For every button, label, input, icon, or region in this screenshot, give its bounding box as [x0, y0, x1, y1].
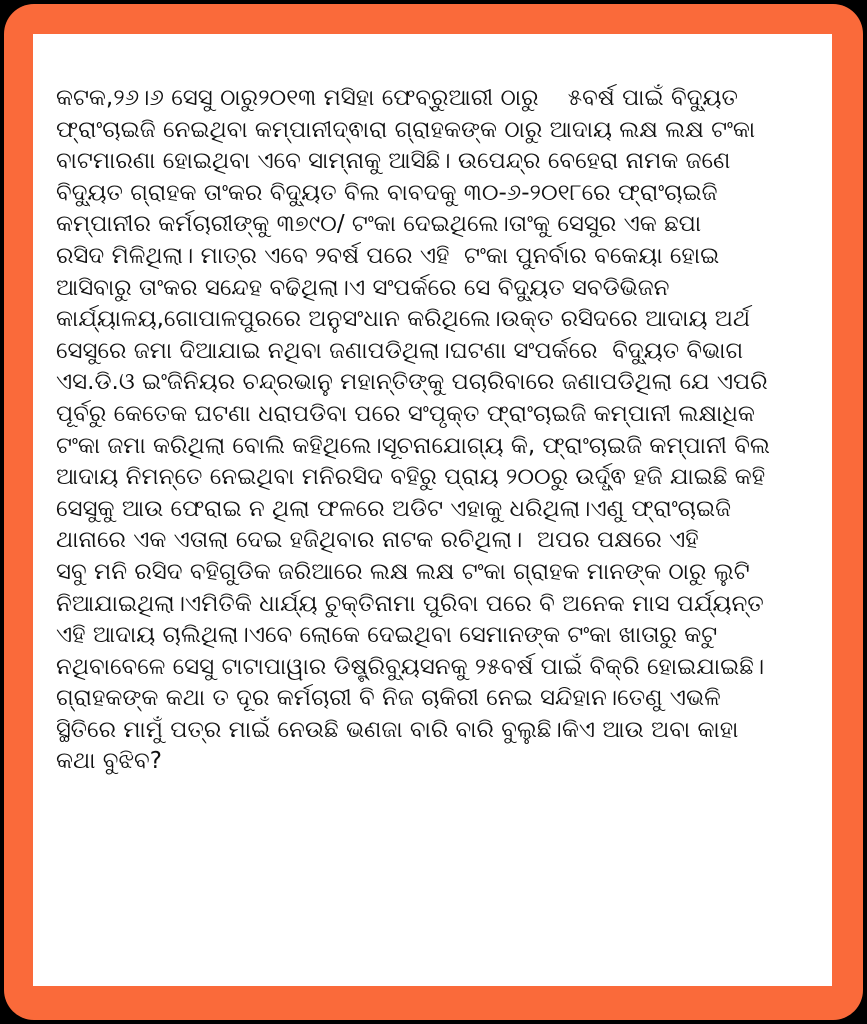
article-line-19: ନଥିବାବେଳେ ସେସୁ ଟାଟାପାୱାର ଡିଷ୍ଟ୍ରିବ୍ୟୁସନକୁ ୨୫ବର୍ଷ ପାଇଁ ବିକ୍ରି ହୋଇଯାଇଛି। [56, 653, 765, 680]
article-line-17: ନିଆଯାଇଥିଲା।ଏମିତିକି ଧାର୍ଯ୍ୟ ଚୁକ୍ତିନାମା ପୁରିବା ପରେ ବି ଅନେକ ମାସ ପର୍ଯ୍ୟନ୍ତ [56, 590, 764, 617]
article-line-12: ଟଂକା ଜମା କରିଥିଲା ବୋଲି କହିଥିଲେ।ସୂଚନାଯୋଗ୍ୟ କି, ଫ୍ରାଂଚାଇଜି କମ୍ପାନୀ ବିଲ [56, 432, 770, 459]
article-line-9: ସେସୁରେ ଜମା ଦିଆଯାଇ ନଥିବା ଜଣାପଡିଥିଲା।ଘଟଣା ସଂପର୍କରେ ବିଦ୍ୟୁତ ବିଭାଗ [56, 337, 744, 364]
article-text [56, 83, 826, 778]
article-line-3: ବାଟମାରଣା ହୋଇଥିବା ଏବେ ସାମ୍ନାକୁ ଆସିଛି। ଉପେନ୍ଦ୍ର ବେହେରା ନାମକ ଜଣେ [56, 148, 731, 175]
article-line-7: ଆସିବାରୁ ତାଂକର ସନ୍ଦେହ ବଢିଥିଲା।ଏ ସଂପର୍କରେ ସେ ବିଦ୍ୟୁତ ସବଡିଭିଜନ [56, 274, 670, 301]
article-line-13: ଆଦାୟ ନିମନ୍ତେ ନେଇଥିବା ମନିରସିଦ ବହିରୁ ପ୍ରାୟ ୨୦୦ରୁ ଉର୍ଦ୍ଧ୍ଵ ହଜି ଯାଇଛି କହି [56, 464, 766, 491]
article-line-8: କାର୍ଯ୍ୟାଳୟ,ଗୋପାଳପୁରରେ ଅନୁସଂଧାନ କରିଥିଲେ।ଉକ୍ତ ରସିଦରେ ଆଦାୟ ଅର୍ଥ [56, 306, 751, 333]
article-line-1: କଟକ,୨୬।୬ ସେସୁ ଠାରୁ୨୦୧୩ ମସିହା ଫେବ୍ରୁଆରୀ ଠାରୁ ୫ବର୍ଷ ପାଇଁ ବିଦ୍ୟୁତ [56, 85, 738, 111]
article-line-22: କଥା ବୁଝିବ? [56, 748, 162, 775]
article-line-11: ପୂର୍ବରୁ କେତେକ ଘଟଣା ଧରାପଡିବା ପରେ ସଂପୃକ୍ତ ଫ୍ରାଂଚାଇଜି କମ୍ପାନୀ ଲକ୍ଷାଧିକ [56, 400, 755, 427]
article-line-14: ସେସୁକୁ ଆଉ ଫେରାଇ ନ ଥିଲା ଫଳରେ ଅଡିଟ ଏହାକୁ ଧରିଥିଲା।ଏଣୁ ଫ୍ରାଂଚାଇଜି [56, 495, 732, 522]
article-line-15: ଥାନାରେ ଏକ ଏତାଲା ଦେଇ ହଜିଥିବାର ନାଟକ ରଚିଥିଲା। ଅପର ପକ୍ଷରେ ଏହି [56, 527, 699, 554]
article-line-5: କମ୍ପାନୀର କର୍ମଚାରୀଙ୍କୁ ୩୭୯୦/ ଟଂକା ଦେଇଥିଲେ।ତାଂକୁ ସେସୁର ଏକ ଛପା [56, 211, 702, 238]
article-line-16: ସବୁ ମନି ରସିଦ ବହିଗୁଡିକ ଜରିଆରେ ଲକ୍ଷ ଲକ୍ଷ ଟଂକା ଗ୍ରାହକ ମାନଙ୍କ ଠାରୁ ଲୁଟି [56, 558, 750, 585]
article-line-18: ଏହି ଆଦାୟ ଚାଲିଥିଲା।ଏବେ ଲୋକେ ଦେଇଥିବା ସେମାନଙ୍କ ଟଂକା ଖାତାରୁ କଟୁ [56, 622, 718, 649]
article-line-2: ଫ୍ରାଂଚାଇଜି ନେଇଥିବା କମ୍ପାନୀଦ୍ଵାରା ଗ୍ରାହକଙ୍କ ଠାରୁ ଆଦାୟ ଲକ୍ଷ ଲକ୍ଷ ଟଂକା [56, 116, 756, 143]
article-line-4: ବିଦ୍ୟୁତ ଗ୍ରାହକ ତାଂକର ବିଦ୍ୟୁତ ବିଲ ବାବଦକୁ ୩୦-୬-୨୦୧୮ରେ ଫ୍ରାଂଚାଇଜି [56, 179, 718, 206]
article-line-6: ରସିଦ ମିଳିଥିଲା। ମାତ୍ର ଏବେ ୨ବର୍ଷ ପରେ ଏହି ଟଂକା ପୁନର୍ବାର ବକେୟା ହୋଇ [56, 242, 720, 269]
article-line-20: ଗ୍ରାହକଙ୍କ କଥା ତ ଦୂର କର୍ମଚାରୀ ବି ନିଜ ଚାକିରୀ ନେଇ ସନ୍ଦିହାନ।ତେଣୁ ଏଭଳି [56, 685, 721, 712]
article-line-10: ଏସ.ଡି.ଓ ଇଂଜିନିୟର ଚନ୍ଦ୍ରଭାନୁ ମହାନ୍ତିଙ୍କୁ ପଚାରିବାରେ ଜଣାପଡିଥିଲା ଯେ ଏପରି [56, 369, 768, 396]
article-line-21: ସ୍ଥିତିରେ ମାମୁଁ ପତ୍ର ମାଇଁ ନେଉଛି ଭଣଜା ବାରି ବାରି ବୁଲୁଛି।କିଏ ଆଉ ଅବା କାହା [56, 716, 739, 743]
